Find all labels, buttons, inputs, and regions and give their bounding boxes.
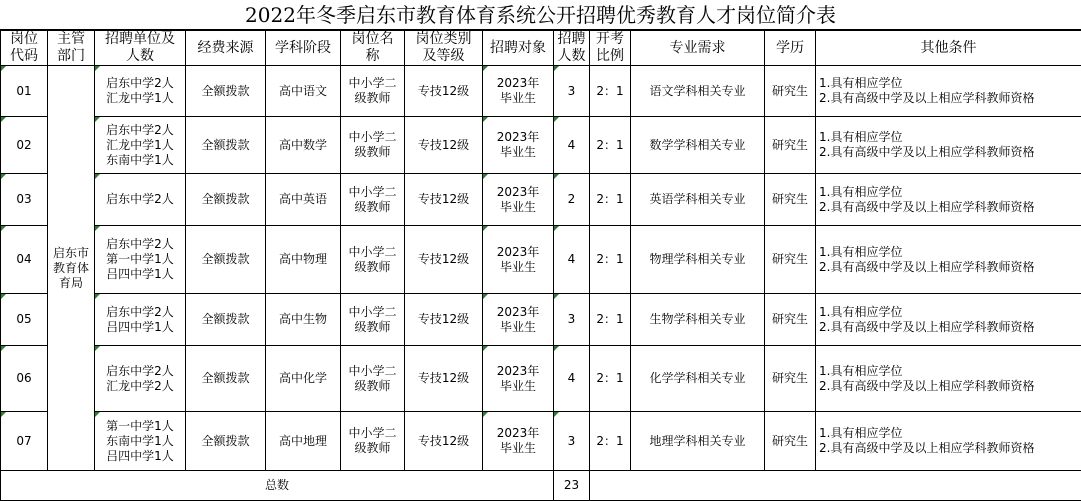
cell-count: 3 — [554, 66, 590, 117]
header-funding: 经费来源 — [186, 31, 266, 66]
cell-stage: 高中生物 — [266, 294, 341, 346]
cell-funding: 全额拨款 — [186, 174, 266, 226]
cell-category: 专技12级 — [405, 412, 483, 471]
cell-category: 专技12级 — [405, 66, 483, 117]
header-count: 招聘 人数 — [554, 31, 590, 66]
cell-target: 2023年 毕业生 — [483, 117, 554, 174]
cell-units: 启东中学2人 汇龙中学1人 东南中学1人 — [95, 117, 186, 174]
cell-ratio: 2：1 — [590, 294, 631, 346]
cell-other: 1.具有相应学位 2.具有高级中学及以上相应学科教师资格 — [816, 346, 1081, 412]
cell-category: 专技12级 — [405, 174, 483, 226]
cell-units: 启东中学2人 — [95, 174, 186, 226]
cell-position: 中小学二 级教师 — [341, 226, 405, 294]
cell-degree: 研究生 — [765, 66, 816, 117]
total-row — [1, 471, 1081, 501]
cell-units: 启东中学2人 汇龙中学2人 — [95, 346, 186, 412]
page-title: 2022年冬季启东市教育体育系统公开招聘优秀教育人才岗位简介表 — [0, 0, 1081, 30]
cell-funding: 全额拨款 — [186, 66, 266, 117]
table-row — [1, 412, 1081, 471]
cell-stage: 高中语文 — [266, 66, 341, 117]
cell-other: 1.具有相应学位 2.具有高级中学及以上相应学科教师资格 — [816, 412, 1081, 471]
cell-count: 2 — [554, 174, 590, 226]
header-category: 岗位类别 及等级 — [405, 31, 483, 66]
cell-degree: 研究生 — [765, 117, 816, 174]
cell-count: 3 — [554, 294, 590, 346]
cell-major: 地理学科相关专业 — [631, 412, 765, 471]
total-empty-cell — [590, 471, 1081, 501]
cell-funding: 全额拨款 — [186, 226, 266, 294]
cell-stage: 高中化学 — [266, 346, 341, 412]
cell-code: 05 — [1, 294, 48, 346]
cell-position: 中小学二 级教师 — [341, 294, 405, 346]
table-row — [1, 294, 1081, 346]
cell-ratio: 2：1 — [590, 346, 631, 412]
cell-category: 专技12级 — [405, 346, 483, 412]
cell-target: 2023年 毕业生 — [483, 294, 554, 346]
positions-table — [0, 30, 1081, 501]
cell-degree: 研究生 — [765, 294, 816, 346]
cell-target: 2023年 毕业生 — [483, 66, 554, 117]
cell-other: 1.具有相应学位 2.具有高级中学及以上相应学科教师资格 — [816, 174, 1081, 226]
cell-ratio: 2：1 — [590, 174, 631, 226]
cell-other: 1.具有相应学位 2.具有高级中学及以上相应学科教师资格 — [816, 117, 1081, 174]
cell-units: 启东中学2人 吕四中学1人 — [95, 294, 186, 346]
cell-major: 生物学科相关专业 — [631, 294, 765, 346]
table-row — [1, 226, 1081, 294]
cell-position: 中小学二 级教师 — [341, 174, 405, 226]
cell-code: 02 — [1, 117, 48, 174]
cell-stage: 高中物理 — [266, 226, 341, 294]
cell-stage: 高中数学 — [266, 117, 341, 174]
cell-count: 4 — [554, 117, 590, 174]
cell-code: 06 — [1, 346, 48, 412]
cell-major: 物理学科相关专业 — [631, 226, 765, 294]
table-row — [1, 117, 1081, 174]
cell-code: 01 — [1, 66, 48, 117]
header-degree: 学历 — [765, 31, 816, 66]
cell-code: 04 — [1, 226, 48, 294]
header-other: 其他条件 — [816, 31, 1081, 66]
total-value: 23 — [554, 471, 590, 501]
cell-ratio: 2：1 — [590, 66, 631, 117]
cell-code: 03 — [1, 174, 48, 226]
cell-units: 启东中学2人 第一中学1人 吕四中学1人 — [95, 226, 186, 294]
cell-count: 4 — [554, 346, 590, 412]
table-row — [1, 66, 1081, 117]
cell-category: 专技12级 — [405, 226, 483, 294]
header-target: 招聘对象 — [483, 31, 554, 66]
cell-position: 中小学二 级教师 — [341, 66, 405, 117]
cell-other: 1.具有相应学位 2.具有高级中学及以上相应学科教师资格 — [816, 294, 1081, 346]
header-major: 专业需求 — [631, 31, 765, 66]
cell-funding: 全额拨款 — [186, 346, 266, 412]
cell-funding: 全额拨款 — [186, 117, 266, 174]
table-row — [1, 174, 1081, 226]
cell-count: 3 — [554, 412, 590, 471]
cell-other: 1.具有相应学位 2.具有高级中学及以上相应学科教师资格 — [816, 226, 1081, 294]
cell-stage: 高中地理 — [266, 412, 341, 471]
header-units: 招聘单位及 人数 — [95, 31, 186, 66]
cell-units: 启东中学2人 汇龙中学1人 — [95, 66, 186, 117]
cell-major: 语文学科相关专业 — [631, 66, 765, 117]
cell-ratio: 2：1 — [590, 226, 631, 294]
cell-funding: 全额拨款 — [186, 412, 266, 471]
cell-target: 2023年 毕业生 — [483, 412, 554, 471]
cell-position: 中小学二 级教师 — [341, 412, 405, 471]
cell-count: 4 — [554, 226, 590, 294]
cell-dept: 启东市 教育体 育局 — [48, 66, 95, 471]
cell-category: 专技12级 — [405, 117, 483, 174]
total-label: 总数 — [1, 471, 554, 501]
cell-degree: 研究生 — [765, 226, 816, 294]
cell-target: 2023年 毕业生 — [483, 346, 554, 412]
cell-category: 专技12级 — [405, 294, 483, 346]
header-ratio: 开考 比例 — [590, 31, 631, 66]
cell-position: 中小学二 级教师 — [341, 346, 405, 412]
cell-degree: 研究生 — [765, 174, 816, 226]
cell-stage: 高中英语 — [266, 174, 341, 226]
cell-funding: 全额拨款 — [186, 294, 266, 346]
table-row — [1, 346, 1081, 412]
header-code: 岗位 代码 — [1, 31, 48, 66]
header-position: 岗位名 称 — [341, 31, 405, 66]
cell-major: 英语学科相关专业 — [631, 174, 765, 226]
header-row — [1, 31, 1081, 66]
cell-degree: 研究生 — [765, 412, 816, 471]
cell-position: 中小学二 级教师 — [341, 117, 405, 174]
cell-major: 数学学科相关专业 — [631, 117, 765, 174]
cell-degree: 研究生 — [765, 346, 816, 412]
cell-other: 1.具有相应学位 2.具有高级中学及以上相应学科教师资格 — [816, 66, 1081, 117]
cell-code: 07 — [1, 412, 48, 471]
cell-target: 2023年 毕业生 — [483, 174, 554, 226]
cell-ratio: 2：1 — [590, 117, 631, 174]
cell-ratio: 2：1 — [590, 412, 631, 471]
cell-units: 第一中学1人 东南中学1人 吕四中学1人 — [95, 412, 186, 471]
header-dept: 主管 部门 — [48, 31, 95, 66]
cell-target: 2023年 毕业生 — [483, 226, 554, 294]
header-stage: 学科阶段 — [266, 31, 341, 66]
cell-major: 化学学科相关专业 — [631, 346, 765, 412]
